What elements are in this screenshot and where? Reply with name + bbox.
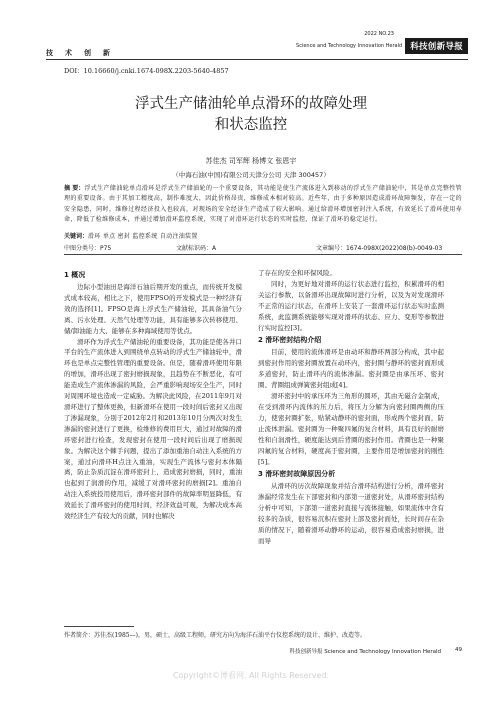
article-number: 文章编号：1674-098X(2022)08(b)-0049-03 <box>316 245 443 252</box>
keywords <box>64 231 462 240</box>
paragraph: 边际小型油田是海洋石油后期开发的重点，而传统开发模式成本较高，相比之下，使用FPSO的开发模式是一种经济有效的选择[1]。FPSO是海上浮式生产储油轮，其具备油气分离、污水处理、天然气处理等功能，具有能够多次转移使用、储/卸油能力大、能够在多种海域使用等优点。 <box>64 283 242 335</box>
abstract-text: 浮式生产储油轮单点滑环是浮式生产储油轮的一个重要设备，其功能是使生产流体进入到移动的浮式生产储油轮中，其是单点完整性管理的重要设备。由于其加工精度高，制作难度大，因此价格昂贵，维修成本相对较高。近些年，由于多种原因造成滑环故障频发，存在一定的安全隐患，同时，维修过程经济投入也较高，对现场的安全经济生产造成了较大影响。通过给滑环增加密封注入系统，有效延长了滑环使用寿命，降低了检维修成本，并通过增加滑环监控系统，实现了对滑环运行状态的实时监控，保证了滑环的稳定运行。 <box>64 185 463 224</box>
page-number: 49 <box>455 647 462 653</box>
abstract <box>64 184 462 226</box>
footer-journal: 科技创新导报 Science and Technology Innovation Herald <box>289 649 441 655</box>
section-2-heading: 2 滑环密封结构介绍 <box>258 336 322 345</box>
doi: DOI：10.16660/j.cnki.1674-098X.2203-5640-4857 <box>64 67 229 75</box>
keywords-label: 关键词： <box>64 233 89 240</box>
journal-title-row <box>296 38 468 54</box>
journal-english-name: Science and Technology Innovation Herald <box>296 43 403 49</box>
page-footer <box>289 647 462 655</box>
title-line-1: 浮式生产储油轮单点滑环的故障处理 <box>135 96 367 112</box>
right-column <box>258 268 444 547</box>
issue-number: 2022 NO.23 <box>364 31 394 37</box>
keywords-text: 滑环 单点 密封 监控系统 自动注油装置 <box>88 233 198 240</box>
paragraph: 滑环作为浮式生产储油轮的重要设备，其功能是使各井口平台的生产流体进入到围绕单点转动的浮式生产储油轮中，滑环也是单点完整性管理的重要设备。但是，随着滑环使用年限的增加，滑环出现了密封磨损现象，且趋势在不断恶化，有可能造成生产流体渗漏的风险，会严重影响现场安全生产，同时对周围环境也造成一定威胁。为解决此风险，在2011年9月对滑环进行了整体更换，但新滑环在使用一段时间后密封又出现了渗漏现象，分别于2012年2月和2013年10月分两次对发生渗漏的密封进行了更换，检维修的费用巨大，通过对故障的滑环密封进行检查，发现密封在使用一段时间后出现了磨损现象。为解决这个棘手问题，提出了添加重油自动注入系统的方案，通过向滑环H点注入重油，实现生产流体与密封本体隔离，防止杂质沉淀在滑环密封上，造成密封磨损，同时，重油也起到了润滑的作用，减缓了对滑环密封的磨损[2]。重油自动注入系统投用使用后，滑环密封部件的故障率明显降低，有效延长了滑环密封的使用时间，经济效益可观，为解决成本高效经济生产有较大的贡献，同时也解决 <box>64 337 242 521</box>
paragraph: 同时，为更好地对滑环的运行状态进行监控，积累滑环的相关运行参数，以备滑环出现故障时进行分析，以及为对发现滑环不正常的运行状态，在滑环上安装了一套滑环运行状态实时监测系统，此监测系统能够实现对滑环的状态、应力、变形等参数进行实时监控[3]。 <box>258 279 444 332</box>
section-1-heading: 1 概况 <box>64 271 86 279</box>
section-3-heading: 3 滑环密封故障原因分析 <box>258 470 336 479</box>
title-line-2: 和状态监控 <box>214 117 288 133</box>
document-code: 文献标识码：A <box>176 245 217 252</box>
paragraph: 滑环密封中的承压环为三角形的圆环，其由无磁合金制成，在受到滑环内流体的压力后，将压力分解为向密封圈两侧的压力，使密封圈扩张，贴紧动静环的密封面，形成两个密封面，防止流体泄漏。密封圈为一种聚四氟的复合材料，具有良好的耐磨性和自润滑性，硬度能达到后背圈的密封作用。背圈也是一种聚四氟的复合材料，硬度高于密封圈，主要作用是增加密封的刚性[5]。 <box>258 392 444 466</box>
paragraph: 从滑环的历次故障现象并结合滑环结构进行分析，滑环密封渗漏经常发生在下部密封和内部第一道密封处，从滑环密封结构分析中可知，下部第一道密封直接与流体接触，如果流体中含有较多的杂质，很容易沉积在密封上部及密封面处，长时间存在杂质的情况下，随着滑环动静环的运动，很容易造成密封磨损，进而导 <box>258 482 444 545</box>
paragraph: 目前，使用的流体滑环是由动环和静环两部分构成，其中起到密封作用的密封圈放置在动环内，密封圈与静环的密封面形成多道密封，防止滑环内的流体渗漏。密封圈是由承压环、密封圈、背圈组成弹簧密封组成[4]。 <box>258 348 444 390</box>
paragraph: 了存在的安全和环保风险。 <box>258 269 336 277</box>
article-title <box>34 94 468 136</box>
header-rule <box>46 59 468 60</box>
journal-badge: 科技创新导报 <box>405 38 468 54</box>
author-footnote: 作者简介：苏佳杰(1985—)，男，硕士，高级工程师，研究方向为海洋石油平台仪控系统的设计、维护、改造等。 <box>64 632 366 639</box>
copyright-watermark: Copyright©博看网. All Rights Reserved. <box>172 671 330 680</box>
abstract-label: 摘 要： <box>64 185 85 192</box>
left-column <box>64 268 242 522</box>
clc-number: 中图分类号：P75 <box>64 245 112 252</box>
affiliation: （中海石油(中国)有限公司天津分公司 天津 300457） <box>172 171 330 179</box>
authors: 苏佳杰 司军辉 杨博文 张恩宇 <box>205 157 297 165</box>
meta-rule <box>64 254 462 255</box>
section-label: 技术创新 <box>46 48 122 57</box>
footnote-rule <box>64 626 134 627</box>
journal-header <box>296 31 468 54</box>
